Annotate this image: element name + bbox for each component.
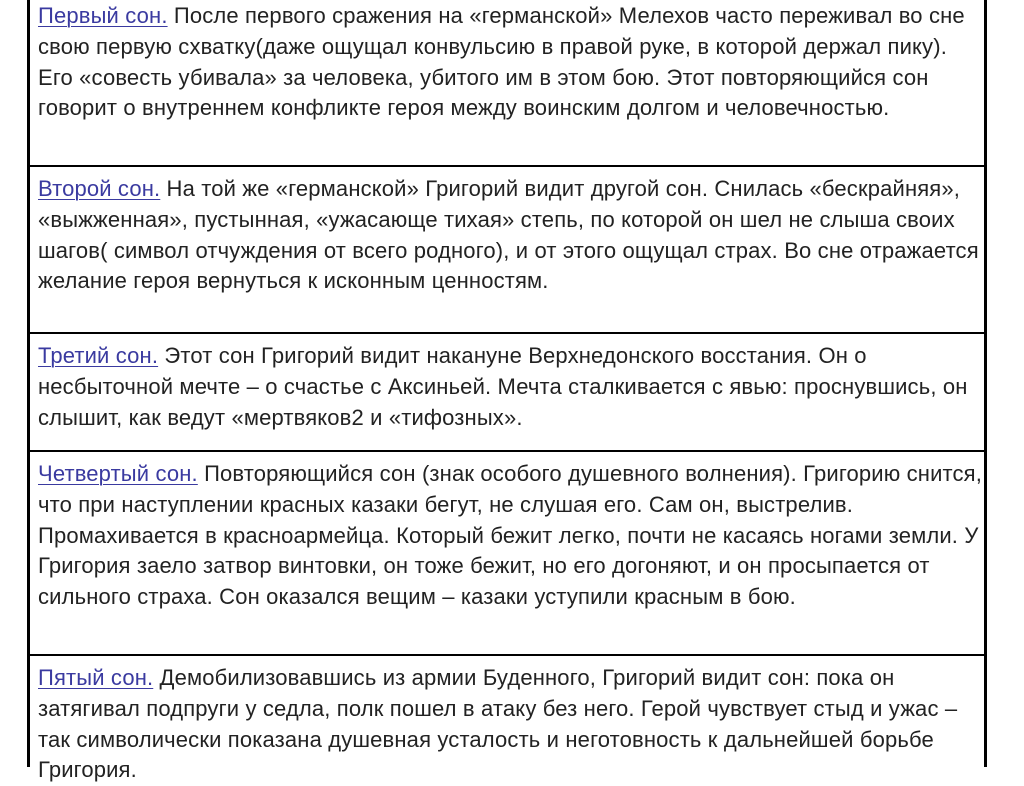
dream-description: После первого сражения на «германской» Мелехов часто переживал во сне свою первую схватку(даже ощущал конвульсию в правой руке, в которой держал пику). Его «совесть убивала» за человека, убитого им в этом бою. Этот повторяющийся сон говорит о внутреннем конфликте героя между воинским долгом и человечностью. (38, 3, 965, 121)
dream-title-link[interactable]: Второй сон. (38, 176, 161, 201)
table-row (30, 334, 984, 450)
dream-title-link[interactable]: Четвертый сон. (38, 461, 198, 486)
dream-title-link[interactable]: Пятый сон. (38, 665, 154, 690)
table-row (30, 167, 984, 332)
table-row (30, 656, 984, 786)
dream-description: Повторяющийся сон (знак особого душевного волнения). Григорию снится, что при наступлении красных казаки бегут, не слушая его. Сам он, выстрелив. Промахивается в красноармейца. Который бежит легко, почти не касаясь ногами земли. У Григория заело затвор винтовки, он тоже бежит, но его догоняют, и он просыпается от сильного страха. Сон оказался вещим – казаки уступили красным в бою. (38, 461, 982, 610)
dream-title-link[interactable]: Первый сон. (38, 3, 168, 28)
table-row (30, 0, 984, 165)
dreams-table (27, 0, 987, 783)
dream-title-link[interactable]: Третий сон. (38, 343, 159, 368)
table-row (30, 452, 984, 654)
dream-description: Этот сон Григорий видит накануне Верхнедонского восстания. Он о несбыточной мечте – о счастье с Аксиньей. Мечта сталкивается с явью: проснувшись, он слышит, как ведут «мертвяков2 и «тифозных». (38, 343, 968, 430)
dream-description: Демобилизовавшись из армии Буденного, Григорий видит сон: пока он затягивал подпруги у седла, полк пошел в атаку без него. Герой чувствует стыд и ужас – так символически показана душевная усталость и неготовность к дальнейшей борьбе Григория. (38, 665, 958, 783)
dream-description: На той же «германской» Григорий видит другой сон. Снилась «бескрайняя», «выжженная», пустынная, «ужасающе тихая» степь, по которой он шел не слыша своих шагов( символ отчуждения от всего родного), и от этого ощущал страх. Во сне отражается желание героя вернуться к исконным ценностям. (38, 176, 979, 294)
